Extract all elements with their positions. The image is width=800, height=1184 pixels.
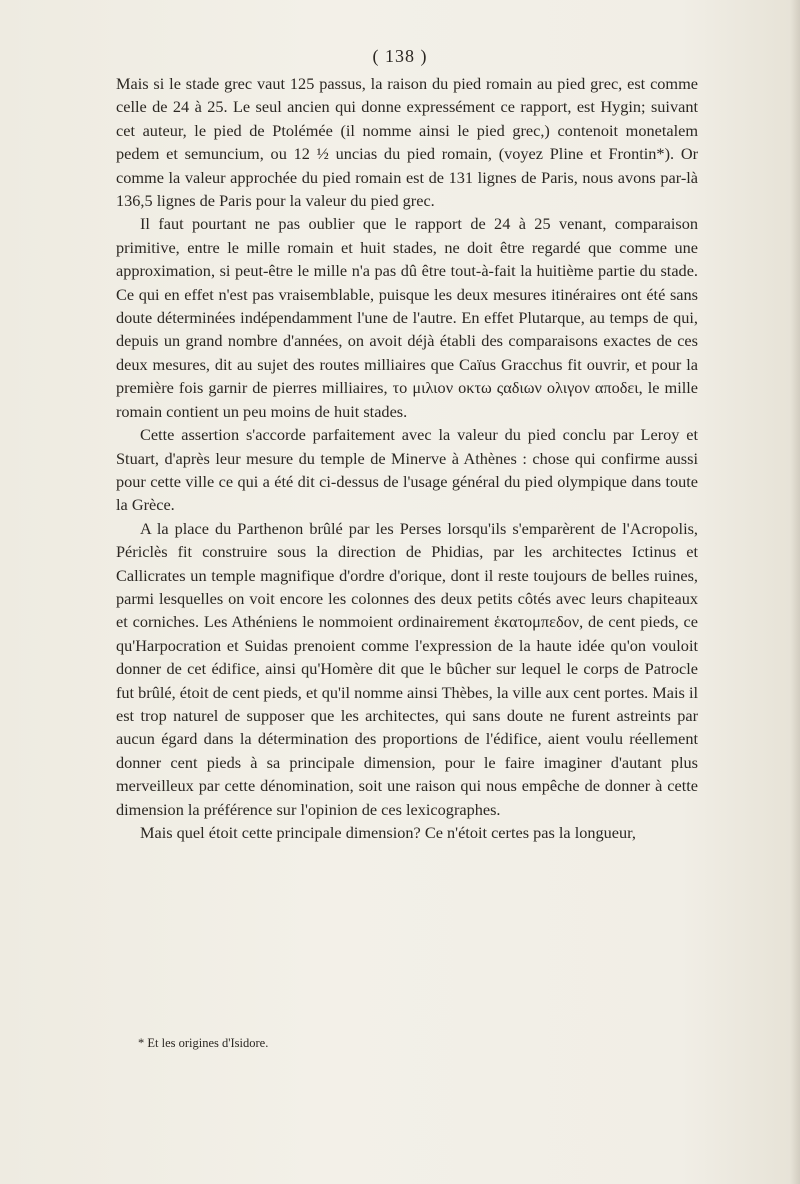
paragraph-4: A la place du Parthenon brûlé par les Perses lorsqu'ils s'emparèrent de l'Acropolis, Périclès fit construire sous la direction de Phidias, par les architectes Ictinus et Callicrates un temple magnifique d'ordre d'orique, dont il reste toujours de belles ruines, parmi lesquelles on voit encore les colonnes des deux petits côtés avec leurs chapiteaux et corniches. Les Athéniens le nommoient ordinairement ἑκατομπεδον, de cent pieds, ce qu'Harpocration et Suidas prenoient comme l'expression de la haute idée qu'on vouloit donner de cet édifice, ainsi qu'Homère dit que le bûcher sur lequel le corps de Patrocle fut brûlé, étoit de cent pieds, et qu'il nomme ainsi Thèbes, la ville aux cent portes. Mais il est trop naturel de supposer que les architectes, qui sans doute ne furent astreints par aucun égard dans la détermination des proportions de l'édifice, aient voulu réellement donner cent pieds à sa principale dimension, pour le faire imaginer d'autant plus merveilleux par cette dénomination, soit une raison qui nous empêche de donner à cette dimension la préférence sur l'opinion de ces lexicographes.	[116, 518, 698, 819]
paragraph-1: Mais si le stade grec vaut 125 passus, la raison du pied romain au pied grec, est comme celle de 24 à 25. Le seul ancien qui donne expressément ce rapport, est Hygin; suivant cet auteur, le pied de Ptolémée (il nomme ainsi le pied grec,) contenoit monetalem pedem et semuncium, ou 12 ½ uncias du pied romain, (voyez Pline et Frontin*). Or comme la valeur approchée du pied romain est de 131 lignes de Paris, nous avons par-là 136,5 lignes de Paris pour la valeur du pied grec.	[116, 74, 698, 211]
page-edge-shadow	[790, 0, 800, 1184]
page-number: ( 138 )	[372, 46, 428, 66]
paragraph-5: Mais quel étoit cette principale dimension? Ce n'étoit certes pas la longueur,	[140, 823, 636, 842]
paragraph-2: Il faut pourtant ne pas oublier que le rapport de 24 à 25 venant, comparaison primitive, entre le mille romain et huit stades, ne doit être regardé que comme une approximation, si peut-être le mille n'a pas dû être tout-à-fait la huitième partie du stade. Ce qui en effet n'est pas vraisemblable, puisque les deux mesures itinéraires ont été sans doute déterminées indépendamment l'une de l'autre. En effet Plutarque, au temps de qui, depuis un grand nombre d'années, on avoit déjà établi des comparaisons exactes de ces deux mesures, dit au sujet des routes milliaires que Caïus Gracchus fit ouvrir, et pour la première fois garnir de pierres milliaires, το μιλιον οκτω ςαδιων ολιγον αποδει, le mille romain contient un peu moins de huit stades.	[116, 214, 698, 421]
body-text	[116, 72, 698, 844]
paragraph-3: Cette assertion s'accorde parfaitement avec la valeur du pied conclu par Leroy et Stuart, d'après leur mesure du temple de Minerve à Athènes : chose qui confirme aussi pour cette ville ce qui a été dit ci-dessus de l'usage général du pied olympique dans toute la Grèce.	[116, 425, 698, 515]
footnote: * Et les origines d'Isidore.	[138, 1036, 269, 1050]
